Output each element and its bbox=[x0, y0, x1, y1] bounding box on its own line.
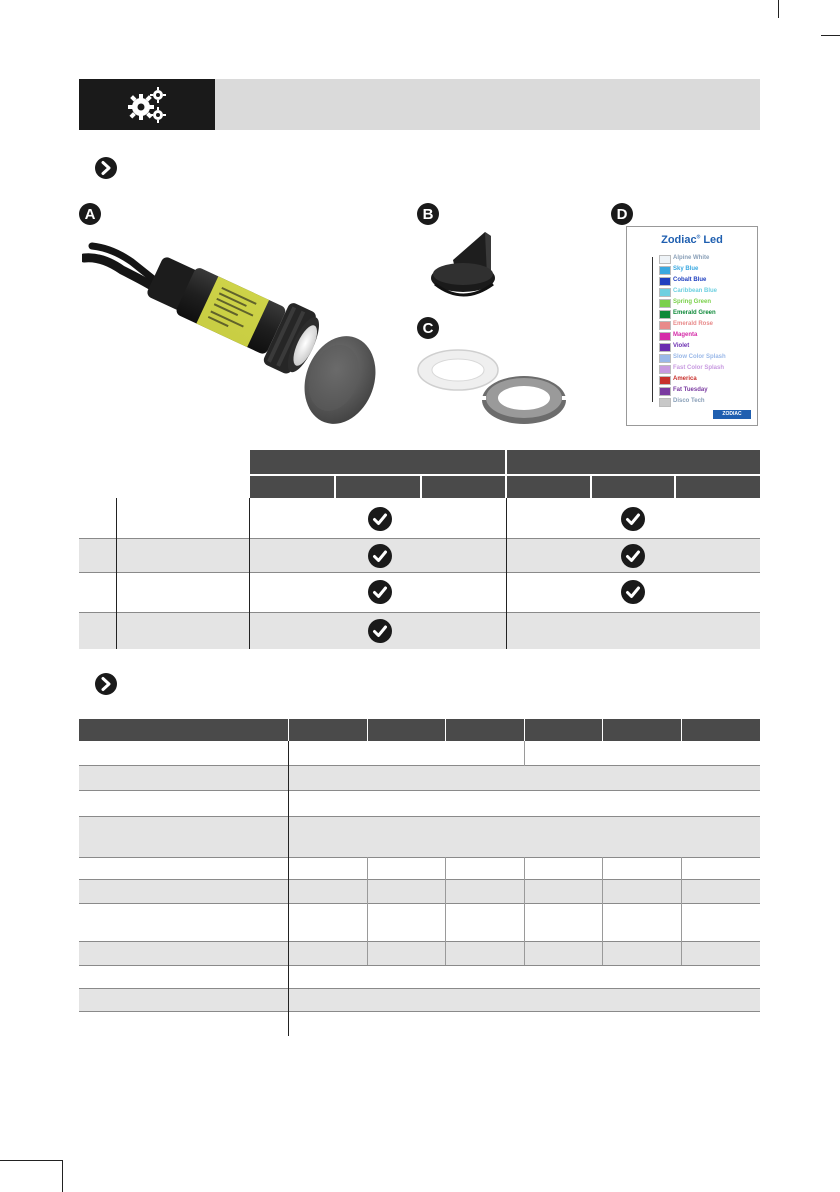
check-icon bbox=[621, 580, 645, 604]
spec-row-line bbox=[79, 903, 760, 904]
compat-subhead-4 bbox=[507, 476, 590, 498]
spec-row-line bbox=[79, 1011, 760, 1012]
color-swatch bbox=[659, 354, 671, 363]
spec-head-divider bbox=[288, 719, 289, 741]
spec-row-line bbox=[79, 879, 760, 880]
compat-row-4-shade bbox=[79, 612, 760, 649]
color-name: Magenta bbox=[673, 332, 698, 338]
color-swatch bbox=[659, 299, 671, 308]
color-swatch bbox=[659, 310, 671, 319]
compat-subhead-2 bbox=[336, 476, 420, 498]
color-name: Spring Green bbox=[673, 299, 712, 305]
check-icon bbox=[368, 544, 392, 568]
check-icon bbox=[368, 507, 392, 531]
check-icon bbox=[621, 507, 645, 531]
spec-row-shade bbox=[79, 942, 760, 965]
compat-subhead-1 bbox=[250, 476, 334, 498]
color-swatch bbox=[659, 343, 671, 352]
check-icon bbox=[368, 580, 392, 604]
spec-head-divider bbox=[367, 719, 368, 741]
part-letter-c-label: C bbox=[422, 320, 434, 337]
color-name: Fat Tuesday bbox=[673, 387, 708, 393]
key-tool-photo bbox=[415, 228, 515, 308]
compat-row-line bbox=[79, 572, 760, 573]
color-card bbox=[626, 226, 758, 426]
spec-row-shade bbox=[79, 880, 760, 903]
spec-head-divider bbox=[524, 719, 525, 741]
color-swatch bbox=[659, 266, 671, 275]
color-name: Slow Color Splash bbox=[673, 354, 726, 360]
spec-row-line bbox=[79, 816, 760, 817]
color-swatch bbox=[659, 288, 671, 297]
spec-col-divider bbox=[524, 857, 525, 965]
crop-mark-bottom bbox=[0, 1160, 62, 1161]
header-icon-box bbox=[79, 79, 215, 130]
color-name: Disco Tech bbox=[673, 398, 705, 404]
spec-row-line bbox=[79, 857, 760, 858]
color-swatch bbox=[659, 332, 671, 341]
spec-row-line bbox=[79, 941, 760, 942]
chevron-right-icon bbox=[95, 157, 117, 179]
compat-table-head-left bbox=[250, 450, 505, 474]
compat-col-divider bbox=[506, 498, 507, 649]
spec-head-divider bbox=[602, 719, 603, 741]
spec-col-divider bbox=[524, 741, 525, 766]
check-icon bbox=[621, 544, 645, 568]
spec-row-line bbox=[79, 790, 760, 791]
color-swatch bbox=[659, 387, 671, 396]
color-swatch bbox=[659, 255, 671, 264]
part-letter-c bbox=[417, 317, 439, 339]
color-name: Violet bbox=[673, 343, 690, 349]
color-name: Emerald Rose bbox=[673, 321, 714, 327]
spec-row-line bbox=[79, 965, 760, 966]
crop-mark-right bbox=[821, 35, 840, 36]
spec-col-divider bbox=[288, 741, 289, 1036]
compat-col-divider bbox=[249, 498, 250, 649]
color-name: Caribbean Blue bbox=[673, 288, 718, 294]
zodiac-logo bbox=[713, 410, 751, 419]
spec-col-divider bbox=[367, 857, 368, 965]
part-letter-d-label: D bbox=[616, 206, 628, 223]
spec-head-divider bbox=[445, 719, 446, 741]
spec-row-shade bbox=[79, 766, 760, 790]
led-light-photo bbox=[82, 228, 382, 428]
part-letter-b bbox=[417, 203, 439, 225]
spec-head-divider bbox=[681, 719, 682, 741]
spec-row-shade bbox=[79, 817, 760, 857]
compat-subhead-3 bbox=[422, 476, 505, 498]
compat-subhead-5 bbox=[592, 476, 674, 498]
color-name: Cobalt Blue bbox=[673, 277, 707, 283]
spec-col-divider bbox=[681, 857, 682, 965]
compat-col-divider bbox=[116, 498, 117, 649]
color-swatch bbox=[659, 376, 671, 385]
compat-row-line bbox=[79, 538, 760, 539]
color-card-title-text: Zodiac bbox=[661, 234, 697, 246]
crop-mark-bottom-v bbox=[62, 1160, 63, 1192]
spec-col-divider bbox=[602, 857, 603, 965]
part-letter-a-label: A bbox=[84, 206, 96, 223]
color-card-title-suffix: Led bbox=[703, 234, 723, 246]
compat-row-2-shade bbox=[79, 538, 760, 572]
section-header bbox=[79, 79, 760, 130]
part-letter-d bbox=[611, 203, 633, 225]
part-letter-a bbox=[79, 203, 101, 225]
color-card-title: Zodiac® Led bbox=[661, 234, 723, 246]
color-swatch bbox=[659, 365, 671, 374]
color-name: Fast Color Splash bbox=[673, 365, 725, 371]
part-letter-b-label: B bbox=[422, 206, 434, 223]
color-card-arrow bbox=[652, 257, 653, 402]
zodiac-logo-text: ZODIAC bbox=[722, 411, 742, 417]
check-icon bbox=[368, 619, 392, 643]
color-name: Alpine White bbox=[673, 255, 710, 261]
crop-mark-top bbox=[778, 0, 779, 18]
gears-icon bbox=[127, 87, 167, 123]
color-name: Emerald Green bbox=[673, 310, 716, 316]
color-swatch bbox=[659, 398, 671, 407]
color-swatch bbox=[659, 321, 671, 330]
spec-row-line bbox=[79, 988, 760, 989]
adapter-rings-photo bbox=[416, 340, 566, 432]
compat-row-line bbox=[79, 612, 760, 613]
color-swatch bbox=[659, 277, 671, 286]
compat-table-head-right bbox=[507, 450, 760, 474]
chevron-right-icon bbox=[95, 673, 117, 695]
spec-table-head bbox=[79, 719, 760, 741]
spec-col-divider bbox=[445, 857, 446, 965]
color-name: America bbox=[673, 376, 697, 382]
spec-row-shade bbox=[79, 988, 760, 1011]
compat-subhead-6 bbox=[676, 476, 760, 498]
spec-row-line bbox=[79, 765, 760, 766]
color-name: Sky Blue bbox=[673, 266, 699, 272]
